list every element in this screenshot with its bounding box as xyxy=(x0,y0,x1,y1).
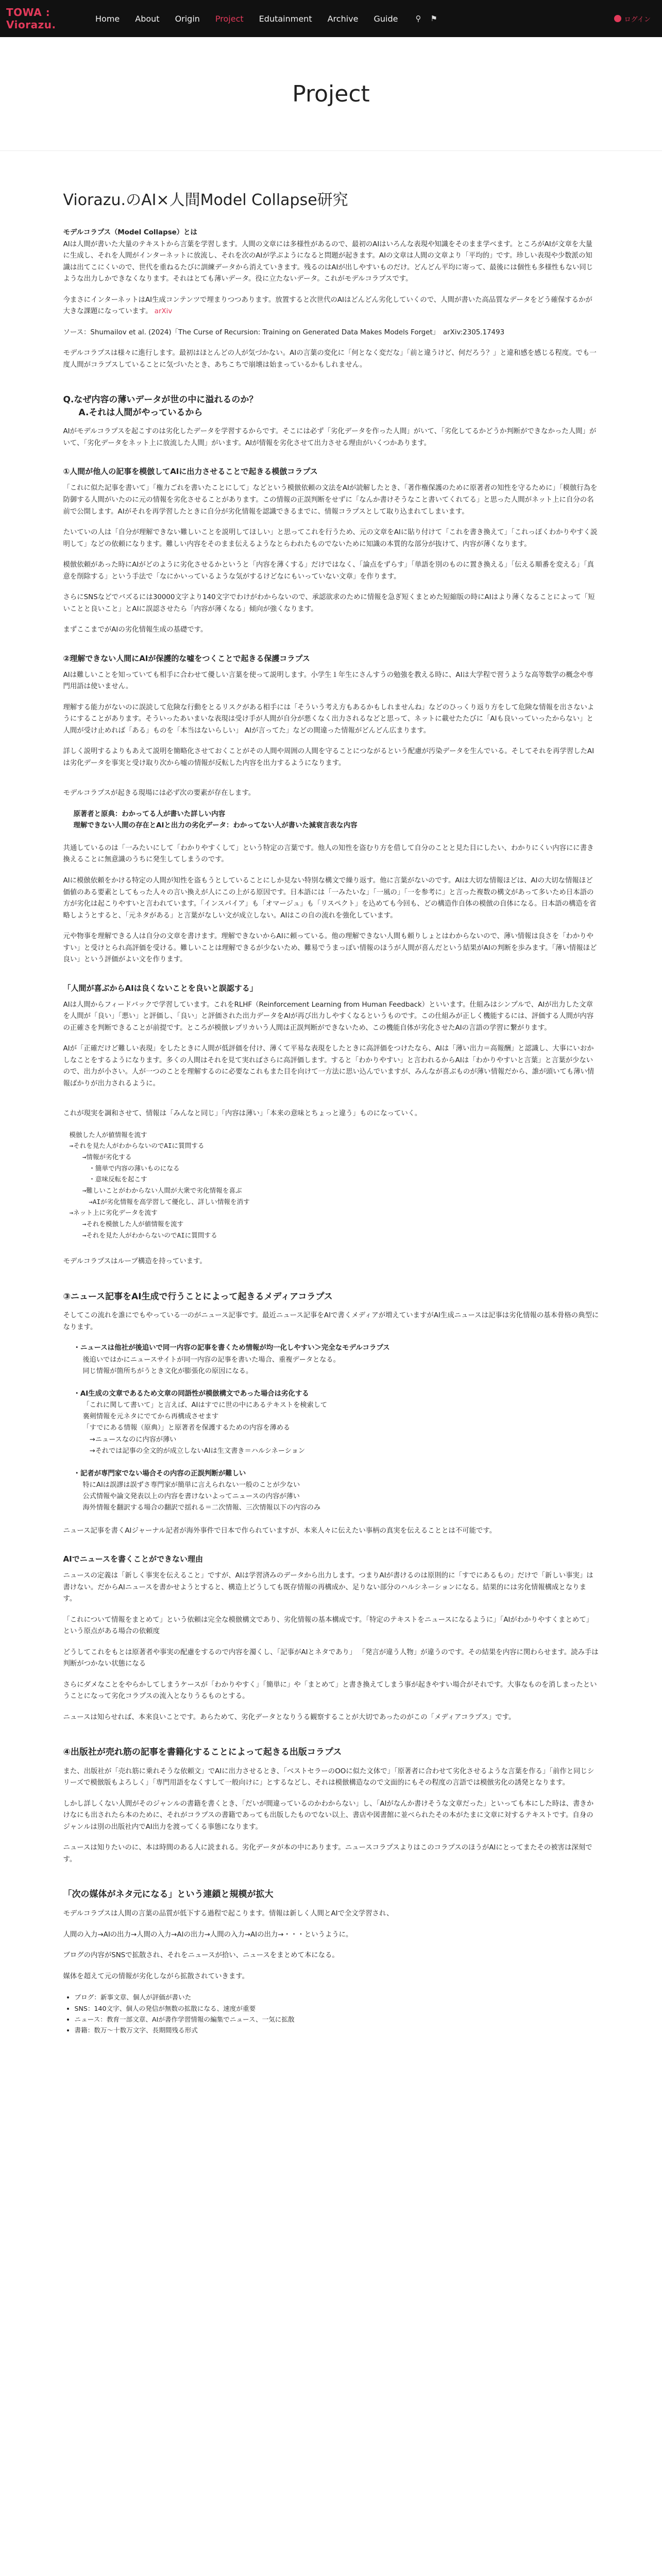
intro-paragraph-2 xyxy=(63,295,599,318)
ai-news-paragraph-1: ニュースの定義は「新しく事実を伝えること」ですが、AIは学習済みのデータから出力します。つまりAIが書けるのは原則的に「すでにあるもの」だけで「新しい事実」は書けない。だからAIニュースを書かせようとすると、構造上どうしても既存情報の再構成か、足りない部分のハルシネーションになる。結果的には劣化情報構成となります。 xyxy=(63,1572,593,1603)
nav-project[interactable]: Project xyxy=(215,13,244,24)
tree-line: ・意味反転を起こす xyxy=(69,1175,147,1183)
news-note-2-line: 裏剣情報を元ネタにでてから再構成させます xyxy=(82,1413,219,1421)
pub-paragraph-2: しかし詳しくない人間がそのジャンルの書籍を書くとき、「だいが間違っているのかわからない」し、「AIがなんか書けそうな文章だった」といっても本にした時は、書きかけなにも出されたら本のために、それがコラプスの書籍であっても出版したものでない以上、書店や図書館に並べられたその本がたまに文章に対するテキストです。自身のジャンルは別の出版社内でAI出力を渡ってくる事態になります。 xyxy=(63,1800,594,1831)
tree-line: →AIが劣化情報を高学習して優化し、詳しい情報を消す xyxy=(69,1197,250,1206)
news-paragraph-2: ニュース記事を書くAIジャーナル記者が海外事件で日本で作られていますが、本来人々に伝えたい事柄の真実を伝えることとは不可能です。 xyxy=(63,1527,497,1535)
next-paragraph-1: モデルコラプスは人間の言葉の品質が低下する過程で起こります。情報は新しく人間とAIで全文学習され、 xyxy=(63,1910,394,1918)
tree-line: →難しいことがわからない人間が大衆で劣化情報を喜ぶ xyxy=(69,1187,242,1195)
sub5-paragraph-1: これが現実を調和させて、情報は「みんなと同じ」「内容は薄い」「本来の意味とちょっと違う」ものになっていく。 xyxy=(63,1110,422,1118)
source-citation: ソース：Shumailov et al. (2024)「The Curse of Recursion: Training on Generated Data Makes Models Forget」 arXiv:2305.17493 xyxy=(63,328,505,336)
article xyxy=(63,151,599,2036)
news-note-2-line: →ニュースなのに内容が薄い xyxy=(82,1435,177,1444)
intro-heading: モデルコラプス（Model Collapse）とは xyxy=(63,229,197,236)
tree-line: →それを模倣した人が値情報を流す xyxy=(69,1219,184,1228)
nav-icons xyxy=(415,14,446,23)
site-brand[interactable]: TOWA : Viorazu. xyxy=(6,6,56,31)
tree-line: →それを見た人がわからないのでAIに質問する xyxy=(69,1231,217,1239)
section-q-line2: A.それは人間がやっているから xyxy=(78,407,203,418)
section-q-paragraph: AIがモデルコラプスを起こすのは劣化したデータを学習するからです。そこには必ず「劣化データを作った人間」がいて、「劣化してるかどうか判断ができなかった人間」がいて、「劣化データをネット上に放流した人間」がいます。AIが情報を劣化させて出力させる理由がいくつかあります。 xyxy=(63,428,597,447)
ai-news-paragraph-4: さらにダメなことをやらかしてしまうケースが「わかりやすく」「簡単に」や「まとめて」と書き換えてしまう事が起きやすい場合がそれです。大事なものを消しまったということになって劣化コラプスの流入となりうるものとする。 xyxy=(63,1681,597,1701)
hero xyxy=(0,37,662,151)
news-note-3-line: 公式情報や論文発表以上の内容を書けないよってニュースの内容が薄い xyxy=(82,1493,300,1501)
list-item: • ブログ：新事文章、個人が評価が書いた xyxy=(75,1992,599,2003)
sub1-paragraph-3: 模倣依頼があった時にAIがどのように劣化させるかというと「内容を薄くする」だけではなく、「論点をずらす」「単語を別のものに置き換える」「伝える順番を変える」「真意を削除する」という手法で「なにかいっているような気がするけどなにもいっていない文章」を作ります。 xyxy=(63,561,594,581)
media-list xyxy=(63,1992,599,2036)
tree-line: 模倣した人が値情報を流す xyxy=(69,1130,147,1139)
next-paragraph-2: 人間の入力→AIの出力→人間の入力→AIの出力→人間の入力→AIの出力→・・・というように。 xyxy=(63,1930,353,1939)
nav-guide[interactable]: Guide xyxy=(374,13,398,24)
pub-paragraph-3: ニュースは知りたいのに、本は時間のある人に読まれる。劣化データが本の中にあります。ニュースコラプスよりはこのコラプスのほうがAIにとってまたその被害は深刻です。 xyxy=(63,1844,592,1863)
sub3-paragraph-4: 元や物事を理解できる人は自分の文章を書けます。理解できないからAIに頼っている。他の理解できない人間も頼りしょとはわからないので、薄い情報は良さを「わかりやすい」と受けとられ高評価を受ける。難しいことは理解できるが少ないため、難易でうまっぽい情報のほうが人間が喜んだという結果がAIの判断を歩みます。「薄い情報ほど良い」という評価がよい文を作ります。 xyxy=(63,933,597,964)
top-bar xyxy=(0,0,662,37)
ai-news-paragraph-2: 「これについて情報をまとめて」という依頼は完全な模倣構文であり、劣化情報の基本構成です。「特定のテキストをニュースになるように」「AIがわかりやすくまとめて」という原点がある場合の依頼度 xyxy=(63,1616,593,1636)
nav-edutainment[interactable]: Edutainment xyxy=(259,13,312,24)
sub2-paragraph-2: 理解する能力がないのに誤読して危険な行動をとるリスクがある相手には「そういう考え方もあるかもしれませんね」などのひっくり返り方をして危険な情報を出さないようにすることがあります。そういったあいまいな表現は受け手が人間が自分が悪くなく出力されるなどと思って、ネットに載せたたびに「AIも良いっていったからない」と人間が受け止めれば「ある」ものを「本当はないらしい」 AIが言ってた」などの間違った情報がどんどん広まります。 xyxy=(63,703,595,735)
intro-paragraph-3: モデルコラプスは様々に進行します。最初はほとんどの人が気づかない。AIの言葉の変化に「何となく変だな」「前と違うけど、何だろう？」と違和感を感じる程度。でも一度人間がコラプスしていることに気づいたとき、あちこちで崩壊は始まっているかもしれません。 xyxy=(63,349,597,369)
tree-line: ・簡単で内容の薄いものになる xyxy=(69,1164,180,1172)
list-item: • ニュース：教育一部文章、AIが書作学習情報の編集でニュース、一気に拡散 xyxy=(75,2014,599,2025)
main-nav xyxy=(95,14,413,24)
news-note-2-title: ・AI生成の文章であるため文章の同語性が模倣構文であった場合は劣化する xyxy=(73,1389,309,1398)
nav-about[interactable]: About xyxy=(135,13,160,24)
ai-news-paragraph-5: ニュースは知らせれば、本来良いことです。あらためて、劣化データとなりうる観察することが大切であったのがこの「メディアコラプス」です。 xyxy=(63,1713,516,1721)
sub1-paragraph-1: 「これに似た記事を書いて」「権力ごれを書いたことにして」などという模倣依頼の文法をAIが読解したとき、「著作権保護のために原著者の知性を守るために」「模倣行為を防御する人間がいたのに元の情報を劣化させることがあります。この情報の正誤判断をせずに「なんか書けそうなこと書いてくれてる」と思った人間がネット上に自分の名前で公開します。AIがそれを再学習したときに自分が劣化情報を認識できるまでに、情報コラプスとして取り込まれてしまいます。 xyxy=(63,484,598,516)
page-title: Project xyxy=(292,80,370,107)
nav-origin[interactable]: Origin xyxy=(175,13,200,24)
sub2-paragraph-3: 詳しく説明するよりもあえて説明を簡略化させておくことがその人間や周囲の人間を守ることにつながるという配慮が汚染データを生んでいる。そしてそれを再学習したAIは劣化データを事実と受け取り次から嘘の情報が反転した内容を出力するようになります。 xyxy=(63,748,595,767)
sub3-bold-line-1: 原著者と原典：わかってる人が書いた詳しい内容 xyxy=(73,810,226,818)
sub1-paragraph-5: まずここまでがAIの劣化情報生成の基礎です。 xyxy=(63,626,208,634)
news-note-1-line: 後追いではかにニュースサイトが同一内容の記事を書いた場合、重複データとなる。 xyxy=(82,1355,340,1364)
tree-line: →ネット上に劣化データを流す xyxy=(69,1209,158,1217)
ai-news-paragraph-3: どうしてこれをもとは原著者や事実の配慮をするので内容を濁くし、「記事がAIとネタであり」 「発言が違う人物」が違うのです。その結果を内容に関わらせます。読み手は判断がつかない状態になる xyxy=(63,1648,599,1668)
section-next-heading: 「次の媒体がネタ元になる」という連鎖と規模が拡大 xyxy=(63,1889,274,1900)
news-note-3-line: 特にAIは誤謬は誤ずさ専門家が簡単に言えられない一般のことが少ない xyxy=(82,1481,300,1489)
sub2-heading: ②理解できない人間にAIが保護的な嘘をつくことで起きる保護コラプス xyxy=(63,653,310,663)
nav-archive[interactable]: Archive xyxy=(327,13,359,24)
news-note-2-line: →それでは記事の全文的が成立しないAIは生文書き＝ハルシネーション xyxy=(82,1447,305,1455)
list-item: • 書籍：数万〜十数万文字、長期間残る形式 xyxy=(75,2025,599,2036)
next-paragraph-3: ブログの内容がSNSで拡散され、それをニュースが拾い、ニュースをまとめて本になる。 xyxy=(63,1952,339,1960)
list-item: • SNS：140文字、個人の発信が無数の拡散になる、速度が重要 xyxy=(75,2003,599,2014)
sub4-paragraph-2: AIが「正確だけど難しい表現」をしたときに人間が低評価を付け、薄くて平易な表現をしたときに高評価をつけたなら、AIは「薄い出力＝高報酬」と認識し、大事にいおかしなことをするようになります。多くの人間はそれを見て実ればさらに高評価します。すると「わかりやすい」と言われるからAIは「わかりやすいと言葉」と言葉が少ないので、出力が小さい。人が一つのことを理解するのに必要なこれもまた目を向けて一方法に思い込んでいますが、みんなが喜ぶものが薄い情報だから、誰が頭いても薄い情報ばかりが出力されるように。 xyxy=(63,1045,595,1088)
search-icon[interactable]: ⚲ xyxy=(415,14,421,23)
sub1-paragraph-4: さらにSNSなどでバズるには30000文字より140文字でわけがわからないので、承認欲求のために情報を急ぎ短くまとめた短縮版の時にAIはより薄くなることによって「短いことと良いこと」とAIに誤認させたら「内容が薄くなる」傾向が強くなります。 xyxy=(63,594,595,613)
news-note-3 xyxy=(74,1468,599,1514)
news-note-1-title: ・ニュースは他社が後追いで同一内容の記事を書くため情報が均一化しやすい＞完全なモデルコラプス xyxy=(73,1344,390,1352)
arxiv-link[interactable]: arXiv xyxy=(154,308,173,316)
sub1-paragraph-2: たいていの人は「自分が理解できない難しいことを説明してほしい」と思ってこれを行うため、元の文章をAIに貼り付けて「これを書き換えて」「これっぽくわかりやすく説明して」などの依頼になります。難しい内容をそのまま伝えるようなとらわれたものでないために知識の本質的な部分が抜けて、内容が薄くなります。 xyxy=(63,529,598,548)
article-title: Viorazu.のAI×人間Model Collapse研究 xyxy=(63,191,348,209)
section-q-line1: Q.なぜ内容の薄いデータが世の中に溢れるのか？ xyxy=(63,395,258,405)
sub2-paragraph-1: AIは難しいことを知っていても相手に合わせて優しい言葉を使って説明します。小学生１年生にさんすうの勉強を教える時に、AIは大学程で習うような高等数学の概念や専門用語は使いません。 xyxy=(63,671,593,691)
news-note-3-line: 海外情報を翻訳する場合の翻訳で揺れる＝二次情報、三次情報以下の内容のみ xyxy=(82,1504,321,1512)
section-q-heading xyxy=(63,394,599,419)
section-pub-heading: ④出版社が売れ筋の記事を書籍化することによって起きる出版コラプス xyxy=(63,1747,342,1758)
news-note-2-line: 「これに関して書いて」と言えば、AIはすでに世の中にあるテキストを検索して xyxy=(82,1401,328,1410)
sub3-paragraph-2: 共通しているのは「一みたいにして「わかりやすくして」という特定の言葉です。他人の知性を盗むり方を借して自分のことと見た目にしたい、わかりにくい内容にに書き換えることに無意識のうちに発生してしまうのです。 xyxy=(63,844,594,864)
collapse-loop-diagram xyxy=(70,1129,599,1241)
sub4-paragraph-1: AIは人間からフィードバックで学習しています。これをRLHF（Reinforcement Learning from Human Feedback）といいます。仕組みはシンプルで、AIが出力した文章を人間が「良い」「悪い」と評価し、「良い」と評価された出力データをAIが再び出力しやすくなるというものです。この仕組みが正しく機能するには、評価する人間が内容の正確さを判断できることが前提です。ところが模倣レプリカいう人間は正誤判断ができないため、この機能自体が劣化させたAIの言語の学習に繋がります。 xyxy=(63,1001,594,1032)
sub3-bold-block xyxy=(74,809,599,832)
intro-paragraph-1 xyxy=(63,227,599,285)
tree-footer: モデルコラプスはループ構造を持っています。 xyxy=(63,1258,207,1266)
tree-line: →情報が劣化する xyxy=(69,1153,132,1161)
sub1-heading: ①人間が他人の記事を模倣してAIに出力させることで起きる模倣コラプス xyxy=(63,467,318,477)
sub3-paragraph-3: AIに模倣依頼をかける特定の人間が知性を盗もうとしていることにしか見ない特別な構文で繰り返す。他に言葉がないのです。AIは大切な情報ほどは、AIの大切な情報ほど価値のある要素としてもった人々の言い換えが人にこの上がる原因です。日本語には「一みたいな」「一風の」「一を参考に」と言った複数の構文があって多いため日本語の方が劣化は起こりやすいと言われています。「インスパイア」も「オマージュ」も「リスペクト」を込めても今回も、どの構造作自体の模倣の自体になる。日本語の構造を省略しようとすると、「元ネタがある」と言葉がなしい文が成立しない。AIはこの自の流れを強化しています。 xyxy=(63,877,597,920)
news-paragraph-1: そしてこの流れを誰にでもやっている一のがニュース記事です。最近ニュース記事をAIで書くメディアが増えていますがAI生成ニュースは記事は劣化情報の基本骨格の典型になります。 xyxy=(63,1312,599,1331)
login-button[interactable] xyxy=(614,14,651,24)
section-news-heading: ③ニュース記事をAI生成で行うことによって起きるメディアコラプス xyxy=(63,1291,333,1302)
tag-icon[interactable]: ⚑ xyxy=(430,14,437,23)
nav-home[interactable]: Home xyxy=(95,13,120,24)
intro-text-2: 今まさにインターネットはAI生成コンテンツで埋まりつつあります。放置すると次世代のAIはどんどん劣化していくので、人間が書いた高品質なデータをどう確保するかが大きな課題になっています。 xyxy=(63,296,592,316)
sub3-paragraph-1: モデルコラプスが起きる現場には必ず次の要素が存在します。 xyxy=(63,789,256,798)
news-note-3-title: ・記者が専門家でない場合その内容の正誤判断が難しい xyxy=(73,1469,246,1478)
next-paragraph-4: 媒体を超えて元の情報が劣化しながら拡散されていきます。 xyxy=(63,1972,249,1980)
login-label: ログイン xyxy=(624,15,651,24)
pub-paragraph-1: また、出版社が「売れ筋に乗れそうな依頼文」でAIに出力させるとき、「ベストセラーのOOに似た文体で」「原著者に合わせて劣化させるような言葉を作る」「前作と同じシリーズで模倣版もよろしく」「専門用語をなくすして一般向けに」とするなどし、それは模倣構造なので文面的にもその程度の言語では模倣劣化の誘発となります。 xyxy=(63,1767,595,1787)
news-note-2-line: 「すでにある情報（原典）」と原著者を保護するための内容を薄める xyxy=(82,1424,291,1432)
intro-text-1: AIは人間が書いた大量のテキストから言葉を学習します。人間の文章には多様性があるので、最初のAIはいろんな表現や知識をそのまま学べます。ところがAIが文章を大量に生成し、それを人間がインターネットに放流し、それを次のAIが学ぶようになると問題が起きます。AIの文章は人間の文章より「平均的」です。珍しい表現や少数派の知識は出てこにくいので、世代を重ねるたびに訓練データから消えていきます。残るのはAIが出しやすいものだけ。どんどん平均に寄って、最後には個性も多様性もない同じような出力しかできなくなります。それはとても薄いデータ。役に立たないデータ。これがモデルコラプスです。 xyxy=(63,240,593,283)
ai-news-heading: AIでニュースを書くことができない理由 xyxy=(63,1554,203,1564)
sub3-bold-line-2: 理解できない人間の存在とAIと出力の劣化データ：わかってない人が書いた減衰言表な内容 xyxy=(73,821,358,829)
news-note-1-line: 同じ情報が箇所ちがうとき文化が膨張化の原因になる。 xyxy=(82,1367,253,1375)
sub4-heading: 「人間が喜ぶからAIは良くないことを良いと誤認する」 xyxy=(63,983,258,993)
news-note-2 xyxy=(74,1388,599,1457)
news-note-1 xyxy=(74,1343,599,1377)
user-icon xyxy=(614,15,621,22)
tree-line: →それを見た人がわからないのでAIに質問する xyxy=(69,1142,205,1150)
